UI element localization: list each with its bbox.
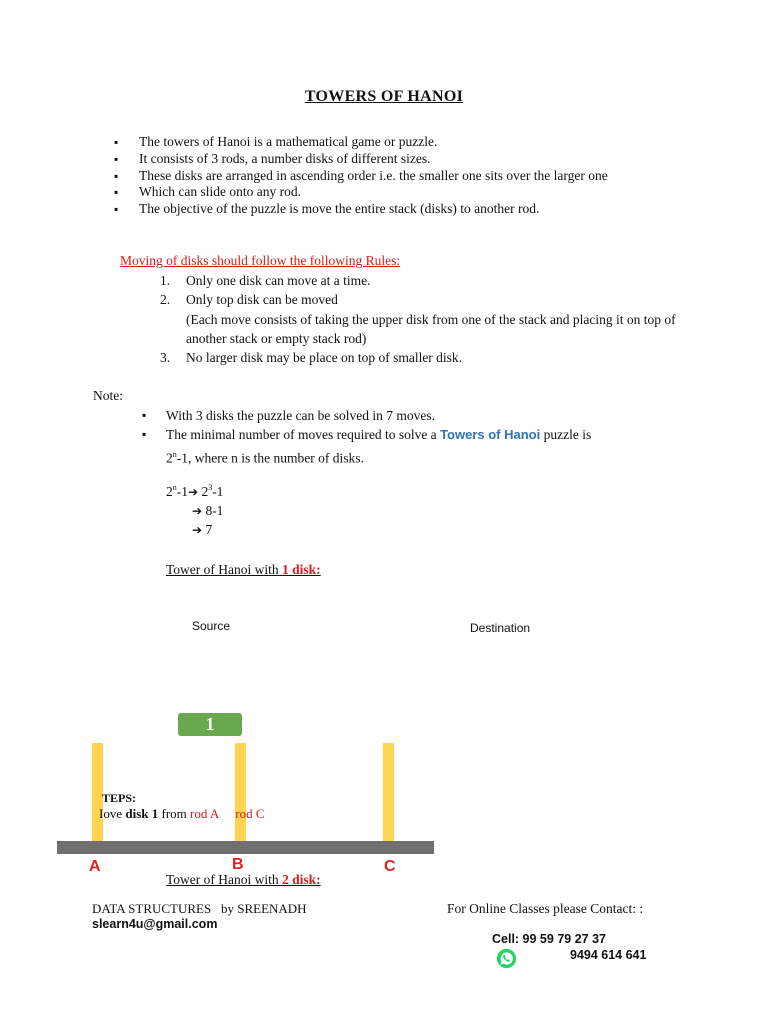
list-item: ▪ The objective of the puzzle is move the entire stack (disks) to another rod. (114, 201, 674, 218)
formula-sup: n (172, 483, 177, 492)
rules-list (160, 271, 690, 367)
two-disk-heading (166, 872, 321, 888)
heading-highlight: 2 disk: (282, 872, 321, 887)
move-instruction (99, 806, 265, 822)
rod-label-b: B (232, 856, 244, 873)
heading-highlight: 1 disk: (282, 562, 321, 577)
tower-base (57, 841, 434, 854)
rule-number: 3. (160, 350, 171, 366)
move-rod-a: rod A (190, 806, 220, 821)
rule-number: 1. (160, 273, 171, 288)
heading-text: Tower of Hanoi with (166, 872, 283, 887)
formula-base: 2 (201, 484, 209, 499)
rule-continuation: (Each move consists of taking the upper disk from one of the stack and placing it on top of another stack or empty stack rod) (186, 311, 676, 346)
rule-item (160, 290, 690, 309)
note-text: -1, where n is the number of disks. (176, 450, 364, 466)
arrow-icon: ➔ (192, 523, 203, 537)
footer-cell: Cell: 99 59 79 27 37 (492, 932, 606, 946)
rule-text: Only one disk can move at a time. (186, 273, 371, 288)
rule-text: No larger disk may be place on top of smaller disk. (186, 350, 463, 366)
source-label: Source (192, 619, 231, 633)
formula-line-1 (166, 484, 223, 500)
rules-heading: Moving of disks should follow the following Rules: (120, 253, 401, 268)
formula-rest: -1 (176, 484, 188, 499)
note-text: puzzle is (540, 427, 592, 443)
steps-label: TEPS: (102, 791, 137, 805)
rod-label-a: A (89, 858, 101, 875)
list-item: ▪ These disks are arranged in ascending order i.e. the smaller one sits over the larger one (114, 168, 674, 185)
destination-label: Destination (470, 621, 531, 635)
formula-base: 2 (166, 484, 173, 499)
intro-list (114, 134, 674, 218)
formula-value: 8-1 (205, 503, 224, 518)
arrow-icon: ➔ (188, 485, 199, 499)
list-item: ▪ With 3 disks the puzzle can be solved in 7 moves. (142, 406, 702, 425)
rule-item (160, 348, 690, 367)
formula-line-2 (192, 503, 223, 519)
note-text: The minimal number of moves required to solve a (166, 427, 441, 443)
heading-text: Tower of Hanoi with (166, 562, 283, 577)
rule-text: Only top disk can be moved (186, 292, 338, 308)
formula-line-3 (192, 522, 212, 538)
arrow-icon: ➔ (192, 504, 203, 518)
formula-sup: n (172, 449, 177, 459)
formula-base: 2 (166, 450, 173, 466)
disk-1: 1 (178, 713, 242, 736)
note-list (142, 406, 702, 467)
formula-sup: 3 (208, 483, 213, 492)
footer-author: DATA STRUCTURES by SREENADH (92, 901, 307, 916)
list-item: ▪ Which can slide onto any rod. (114, 184, 674, 201)
list-item (142, 425, 702, 467)
rule-number: 2. (160, 292, 171, 308)
footer-contact: For Online Classes please Contact: : (447, 901, 644, 916)
one-disk-heading (166, 562, 321, 578)
move-disk: disk 1 (125, 806, 159, 821)
formula-rest: -1 (212, 484, 224, 499)
move-text: from (158, 806, 191, 821)
rod-label-c: C (384, 858, 396, 875)
move-text: Iove (99, 806, 126, 821)
move-rod-c: rod C (235, 806, 265, 821)
highlight-text: Towers of Hanoi (440, 427, 541, 443)
rule-item (160, 271, 690, 290)
formula-value: 7 (205, 522, 213, 537)
list-item: ▪ The towers of Hanoi is a mathematical game or puzzle. (114, 134, 674, 151)
note-label: Note: (93, 388, 123, 403)
list-item: ▪ It consists of 3 rods, a number disks of different sizes. (114, 151, 674, 168)
whatsapp-icon (496, 948, 517, 969)
rod-b (235, 743, 246, 842)
rod-c (383, 743, 394, 842)
footer-email: slearn4u@gmail.com (92, 917, 218, 931)
page-title: TOWERS OF HANOI (304, 88, 464, 105)
footer-cell-2: 9494 614 641 (570, 948, 647, 962)
